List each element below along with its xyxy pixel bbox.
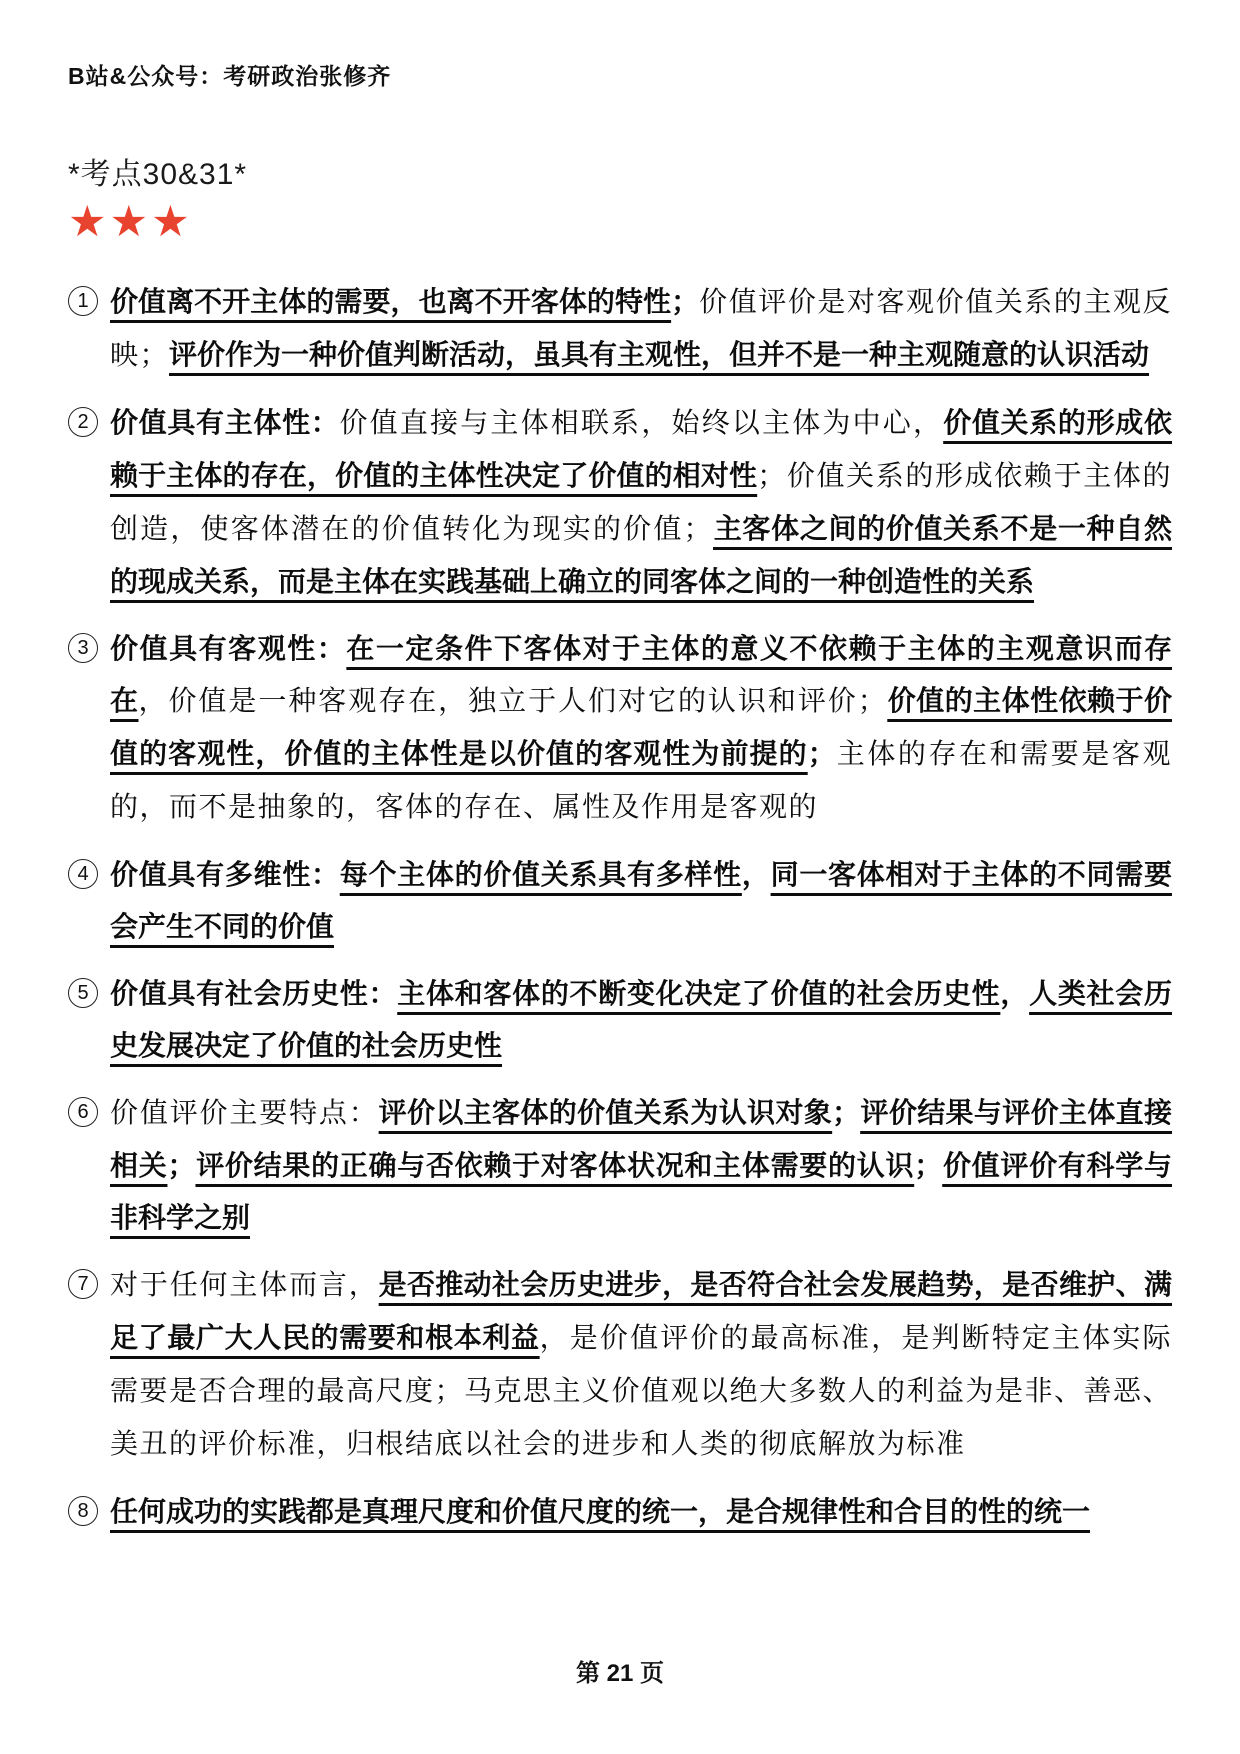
text-segment: 是否推动社会历史进步，是否符合社会发展趋势，是否维护、满足了最广大人民的需要和根本利益 — [110, 1269, 1172, 1354]
text-segment: ；价值关系的形成依赖于主体的创造，使客体潜在的价值转化为现实的价值； — [110, 461, 1172, 546]
item-number-badge: 1 — [68, 286, 98, 316]
text-segment: 价值具有客观性： — [110, 633, 347, 665]
text-segment: 主客体之间的价值关系不是一种自然的现成关系，而是主体在实践基础上确立的同客体之间的一种创造性的关系 — [110, 513, 1172, 598]
item-number-badge: 5 — [68, 978, 98, 1008]
item-text — [110, 1486, 1172, 1538]
list-item — [68, 397, 1172, 608]
text-segment: 主体的存在和需要是客观的，而不是抽象的，客体的存在、属性及作用是客观的 — [110, 739, 1172, 824]
list-item — [68, 623, 1172, 834]
list-item — [68, 276, 1172, 382]
text-segment: 评价作为一种价值判断活动，虽具有主观性，但并不是一种主观随意的认识活动 — [169, 339, 1150, 371]
text-segment: ，是价值评价的最高标准，是判断特定主体实际需要是否合理的最高尺度；马克思主义价值观以绝大多数人的利益为是非、善恶、美丑的评价标准，归根结底以社会的进步和人类的彻底解放为标准 — [110, 1323, 1173, 1461]
text-segment: 在一定条件下客体对于主体的意义不依赖于主体的主观意识而存在 — [110, 633, 1172, 717]
exam-point-label: *考点30&31* — [68, 158, 248, 191]
text-segment: 评价以主客体的价值关系为认识对象 — [378, 1097, 833, 1129]
text-segment: ， — [1000, 978, 1030, 1010]
item-text — [110, 397, 1172, 608]
text-segment: ； — [914, 1150, 943, 1182]
text-segment: 人类社会历史发展决定了价值的社会历史性 — [110, 978, 1172, 1062]
item-number-badge: 7 — [68, 1269, 98, 1299]
text-segment: 价值关系的形成依赖于主体的存在，价值的主体性决定了价值的相对性 — [110, 407, 1172, 492]
list-item — [68, 1259, 1172, 1471]
text-segment: 价值具有主体性： — [110, 407, 340, 439]
list-item — [68, 968, 1172, 1072]
text-segment: ， — [741, 859, 771, 891]
text-segment: ； — [167, 1150, 196, 1182]
point-list — [68, 276, 1172, 1538]
text-segment: 主体和客体的不断变化决定了价值的社会历史性 — [397, 978, 1001, 1010]
text-segment: 价值离不开主体的需要，也离不开客体的特性 — [110, 286, 672, 318]
text-segment: ，价值是一种客观存在，独立于人们对它的认识和评价； — [138, 686, 888, 718]
text-segment: 价值评价有科学与非科学之别 — [110, 1150, 1172, 1234]
text-segment: 价值评价是对客观价值关系的主观反映； — [110, 287, 1172, 372]
item-text — [110, 1087, 1172, 1244]
item-text — [110, 276, 1172, 382]
text-segment: 价值具有社会历史性： — [110, 978, 398, 1010]
text-segment: 对于任何主体而言， — [110, 1270, 379, 1302]
text-segment: ； — [832, 1097, 861, 1129]
text-segment: ； — [807, 738, 836, 770]
list-item — [68, 1486, 1172, 1538]
page-header: B站&公众号：考研政治张修齐 — [68, 63, 392, 89]
item-number-badge: 3 — [68, 633, 98, 663]
item-text — [110, 849, 1172, 953]
page-number: 第 21 页 — [575, 1660, 665, 1687]
text-segment: 价值的主体性依赖于价值的客观性，价值的主体性是以价值的客观性为前提的 — [110, 685, 1172, 770]
text-segment: ； — [671, 286, 700, 318]
text-segment: 评价结果与评价主体直接相关 — [110, 1097, 1172, 1182]
list-item — [68, 1087, 1172, 1244]
text-segment: 同一客体相对于主体的不同需要会产生不同的价值 — [110, 859, 1172, 943]
item-number-badge: 6 — [68, 1097, 98, 1127]
text-segment: 价值评价主要特点： — [110, 1098, 379, 1130]
text-segment: 每个主体的价值关系具有多样性 — [339, 859, 742, 891]
text-segment: 任何成功的实践都是真理尺度和价值尺度的统一，是合规律性和合目的性的统一 — [110, 1496, 1091, 1528]
item-number-badge: 4 — [68, 859, 98, 889]
item-text — [110, 968, 1172, 1072]
text-segment: 评价结果的正确与否依赖于对客体状况和主体需要的认识 — [195, 1150, 915, 1182]
item-text — [110, 1259, 1172, 1471]
text-segment: 价值具有多维性： — [110, 859, 340, 891]
text-segment: 价值直接与主体相联系，始终以主体为中心， — [339, 408, 944, 440]
list-item — [68, 849, 1172, 953]
item-text — [110, 623, 1172, 834]
item-number-badge: 8 — [68, 1496, 98, 1526]
importance-stars-icon: ★★★ — [68, 198, 193, 246]
item-number-badge: 2 — [68, 407, 98, 437]
